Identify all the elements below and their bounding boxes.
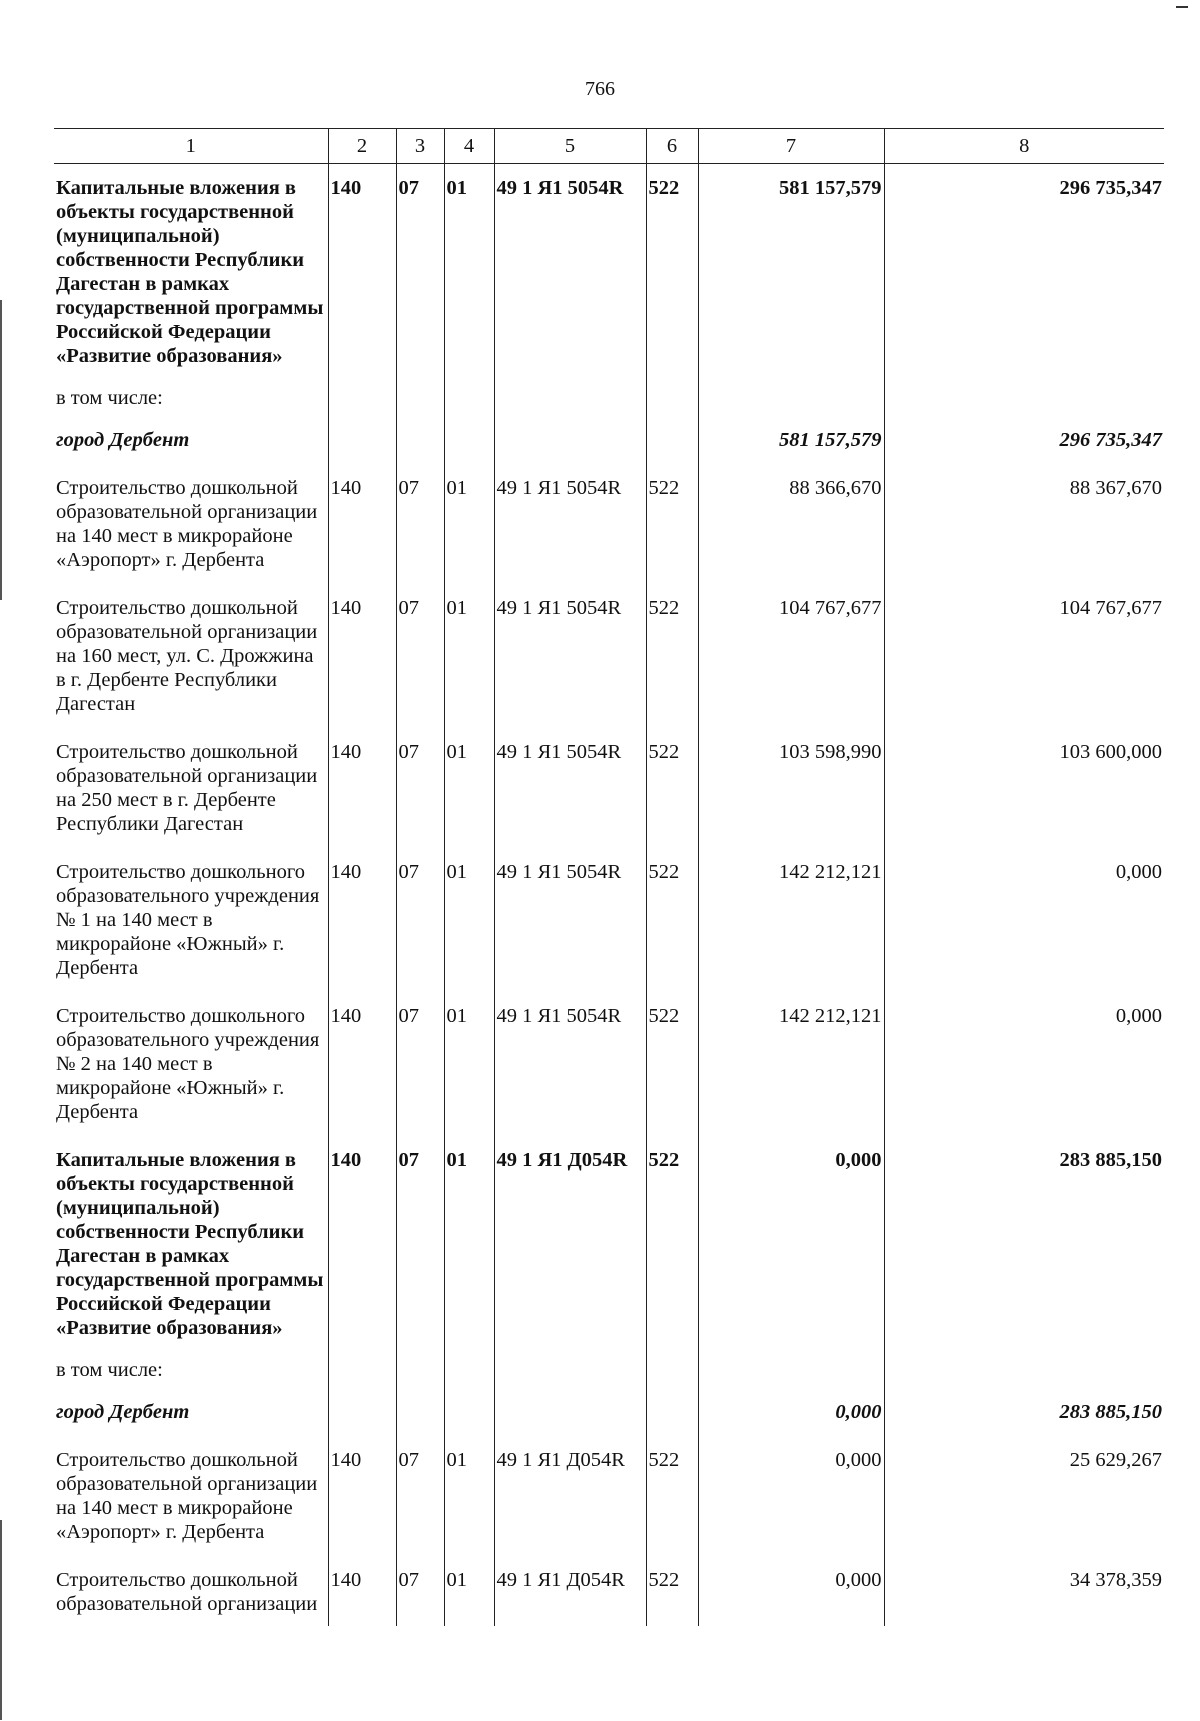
budget-code (328, 1388, 396, 1436)
budget-code: 140 (328, 1436, 396, 1556)
section-code: 07 (396, 1436, 444, 1556)
table-row (54, 1556, 1164, 1626)
expense-type-code (646, 1388, 698, 1436)
row-description: Строительство дошкольного образовательного учреждения № 1 на 140 мест в микрорайоне «Южный» г. Дербента (56, 861, 320, 979)
table-row (54, 848, 1164, 992)
amount-col8 (884, 380, 1164, 416)
budget-table (54, 128, 1164, 1626)
section-code: 07 (396, 584, 444, 728)
amount-col7 (698, 1352, 884, 1388)
target-article-code: 49 1 Я1 5054R (494, 728, 646, 848)
expense-type-code: 522 (646, 848, 698, 992)
budget-code (328, 380, 396, 416)
amount-col7: 142 212,121 (698, 848, 884, 992)
amount-col8: 283 885,150 (884, 1388, 1164, 1436)
amount-col7: 0,000 (698, 1388, 884, 1436)
target-article-code: 49 1 Я1 5054R (494, 164, 646, 381)
section-code (396, 1388, 444, 1436)
expense-type-code: 522 (646, 992, 698, 1136)
row-description: в том числе: (56, 1359, 163, 1381)
amount-col8: 88 367,670 (884, 464, 1164, 584)
target-article-code (494, 1352, 646, 1388)
expense-type-code: 522 (646, 1136, 698, 1352)
section-code: 07 (396, 728, 444, 848)
amount-col8: 34 378,359 (884, 1556, 1164, 1626)
amount-col8: 104 767,677 (884, 584, 1164, 728)
amount-col7: 88 366,670 (698, 464, 884, 584)
amount-col7 (698, 380, 884, 416)
scan-mark (1176, 6, 1188, 8)
amount-col7: 103 598,990 (698, 728, 884, 848)
subsection-code (444, 380, 494, 416)
table-row (54, 728, 1164, 848)
expense-type-code: 522 (646, 584, 698, 728)
column-header: 8 (884, 129, 1164, 164)
section-code (396, 380, 444, 416)
row-description: в том числе: (56, 387, 163, 409)
table-row (54, 416, 1164, 464)
column-header: 6 (646, 129, 698, 164)
section-code: 07 (396, 1556, 444, 1626)
amount-col7: 104 767,677 (698, 584, 884, 728)
budget-code: 140 (328, 464, 396, 584)
table-row (54, 464, 1164, 584)
amount-col8: 296 735,347 (884, 164, 1164, 381)
subsection-code: 01 (444, 992, 494, 1136)
row-description: Капитальные вложения в объекты государственной (муниципальной) собственности Республики Дагестан в рамках государственной программы Российской Федерации «Развитие образования» (56, 1149, 324, 1339)
budget-code: 140 (328, 1556, 396, 1626)
amount-col8: 296 735,347 (884, 416, 1164, 464)
subsection-code: 01 (444, 1136, 494, 1352)
subsection-code: 01 (444, 164, 494, 381)
section-code (396, 416, 444, 464)
row-description: город Дербент (56, 429, 190, 451)
target-article-code: 49 1 Я1 Д054R (494, 1436, 646, 1556)
amount-col8: 0,000 (884, 848, 1164, 992)
subsection-code: 01 (444, 464, 494, 584)
target-article-code: 49 1 Я1 Д054R (494, 1136, 646, 1352)
target-article-code: 49 1 Я1 5054R (494, 848, 646, 992)
section-code: 07 (396, 1136, 444, 1352)
row-description: Капитальные вложения в объекты государственной (муниципальной) собственности Республики Дагестан в рамках государственной программы Российской Федерации «Развитие образования» (56, 177, 324, 367)
budget-code: 140 (328, 992, 396, 1136)
expense-type-code: 522 (646, 464, 698, 584)
table-row (54, 1388, 1164, 1436)
column-header: 2 (328, 129, 396, 164)
row-description: Строительство дошкольной образовательной организации на 140 мест в микрорайоне «Аэропорт» г. Дербента (56, 1449, 318, 1543)
budget-code: 140 (328, 728, 396, 848)
expense-type-code: 522 (646, 728, 698, 848)
amount-col8: 0,000 (884, 992, 1164, 1136)
target-article-code: 49 1 Я1 5054R (494, 584, 646, 728)
row-description: Строительство дошкольной образовательной организации на 250 мест в г. Дербенте Республики Дагестан (56, 741, 318, 835)
budget-code: 140 (328, 1136, 396, 1352)
subsection-code: 01 (444, 728, 494, 848)
amount-col8: 103 600,000 (884, 728, 1164, 848)
subsection-code: 01 (444, 584, 494, 728)
column-header: 5 (494, 129, 646, 164)
expense-type-code: 522 (646, 1556, 698, 1626)
table-row (54, 992, 1164, 1136)
scan-edge-mark (0, 1520, 2, 1720)
amount-col7: 142 212,121 (698, 992, 884, 1136)
budget-code: 140 (328, 164, 396, 381)
table-row (54, 584, 1164, 728)
expense-type-code (646, 1352, 698, 1388)
target-article-code: 49 1 Я1 Д054R (494, 1556, 646, 1626)
target-article-code (494, 1388, 646, 1436)
subsection-code: 01 (444, 1556, 494, 1626)
page-number: 766 (585, 78, 615, 100)
subsection-code (444, 1352, 494, 1388)
table-row (54, 1436, 1164, 1556)
row-description: Строительство дошкольной образовательной организации на 160 мест, ул. С. Дрожжина в г. Дербенте Республики Дагестан (56, 597, 318, 715)
row-description: город Дербент (56, 1401, 190, 1423)
table-header-row (54, 129, 1164, 164)
budget-code (328, 416, 396, 464)
table-body (54, 164, 1164, 1627)
amount-col7: 581 157,579 (698, 416, 884, 464)
subsection-code: 01 (444, 1436, 494, 1556)
amount-col8: 25 629,267 (884, 1436, 1164, 1556)
amount-col7: 0,000 (698, 1556, 884, 1626)
column-header: 3 (396, 129, 444, 164)
table-row (54, 380, 1164, 416)
row-description: Строительство дошкольной образовательной организации на 140 мест в микрорайоне «Аэропорт» г. Дербента (56, 477, 318, 571)
budget-code (328, 1352, 396, 1388)
target-article-code (494, 416, 646, 464)
table-row (54, 164, 1164, 381)
budget-code: 140 (328, 848, 396, 992)
budget-table-container (54, 128, 1164, 1626)
amount-col8 (884, 1352, 1164, 1388)
expense-type-code: 522 (646, 1436, 698, 1556)
section-code: 07 (396, 848, 444, 992)
expense-type-code (646, 416, 698, 464)
row-description: Строительство дошкольного образовательного учреждения № 2 на 140 мест в микрорайоне «Южный» г. Дербента (56, 1005, 320, 1123)
section-code: 07 (396, 992, 444, 1136)
budget-code: 140 (328, 584, 396, 728)
table-row (54, 1352, 1164, 1388)
column-header: 7 (698, 129, 884, 164)
subsection-code (444, 416, 494, 464)
subsection-code: 01 (444, 848, 494, 992)
table-row (54, 1136, 1164, 1352)
expense-type-code (646, 380, 698, 416)
scan-edge-mark (0, 300, 2, 600)
subsection-code (444, 1388, 494, 1436)
section-code (396, 1352, 444, 1388)
row-description: Строительство дошкольной образовательной организации (56, 1569, 318, 1615)
amount-col7: 581 157,579 (698, 164, 884, 381)
target-article-code (494, 380, 646, 416)
expense-type-code: 522 (646, 164, 698, 381)
target-article-code: 49 1 Я1 5054R (494, 464, 646, 584)
amount-col7: 0,000 (698, 1136, 884, 1352)
target-article-code: 49 1 Я1 5054R (494, 992, 646, 1136)
amount-col7: 0,000 (698, 1436, 884, 1556)
amount-col8: 283 885,150 (884, 1136, 1164, 1352)
section-code: 07 (396, 164, 444, 381)
section-code: 07 (396, 464, 444, 584)
column-header: 4 (444, 129, 494, 164)
column-header: 1 (54, 129, 328, 164)
